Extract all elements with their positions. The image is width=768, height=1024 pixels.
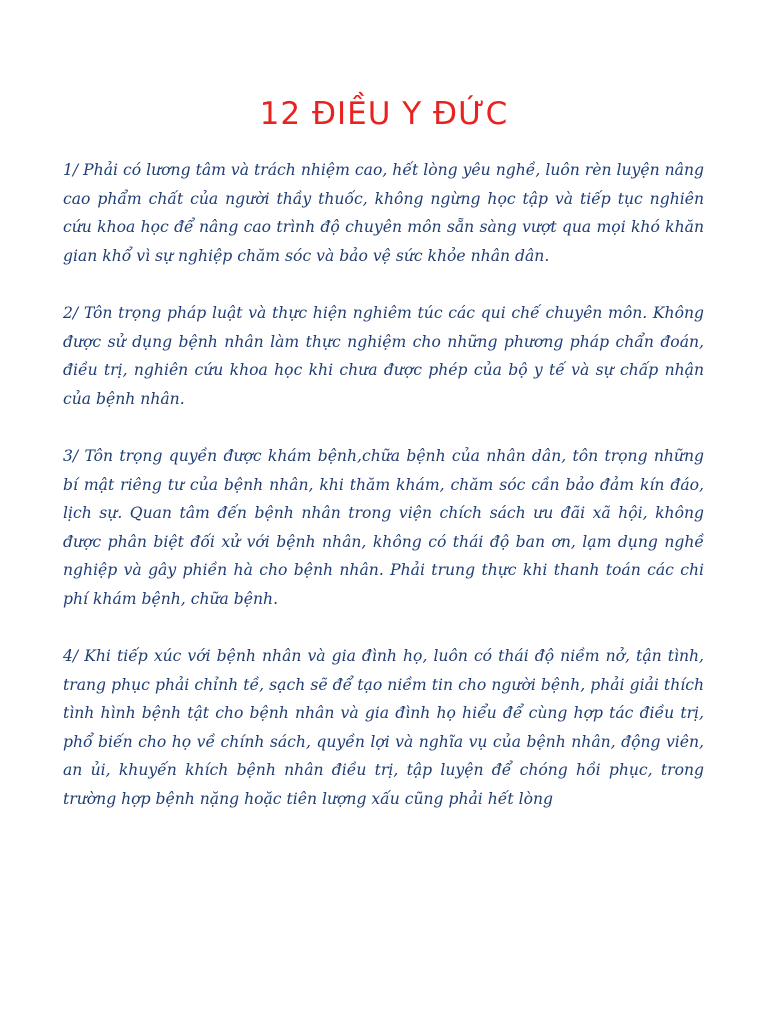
paragraph-1: 1/ Phải có lương tâm và trách nhiệm cao, hết lòng yêu nghề, luôn rèn luyện nâng cao phẩm chất của người thầy thuốc, không ngừng học tập và tiếp tục nghiên cứu khoa học để nâng cao trình độ chuyên môn sẵn sàng vượt qua mọi khó khăn gian khổ vì sự nghiệp chăm sóc và bảo vệ sức khỏe nhân dân. [63, 161, 704, 265]
paragraph-4: 4/ Khi tiếp xúc với bệnh nhân và gia đình họ, luôn có thái độ niềm nở, tận tình, trang phục phải chỉnh tề, sạch sẽ để tạo niềm tin cho người bệnh, phải giải thích tình hình bệnh tật cho bệnh nhân và gia đình họ hiểu để cùng hợp tác điều trị, phổ biến cho họ về chính sách, quyền lợi và nghĩa vụ của bệnh nhân, động viên, an ủi, khuyến khích bệnh nhân điều trị, tập luyện để chóng hồi phục, trong trường hợp bệnh nặng hoặc tiên lượng xấu cũng phải hết lòng [63, 647, 704, 809]
paragraph-3: 3/ Tôn trọng quyền được khám bệnh,chữa bệnh của nhân dân, tôn trọng những bí mật riêng tư của bệnh nhân, khi thăm khám, chăm sóc cần bảo đảm kín đáo, lịch sự. Quan tâm đến bệnh nhân trong viện chích sách ưu đãi xã hội, không được phân biệt đối xử với bệnh nhân, không có thái độ ban ơn, lạm dụng nghề nghiệp và gây phiền hà cho bệnh nhân. Phải trung thực khi thanh toán các chi phí khám bệnh, chữa bệnh. [63, 446, 704, 608]
page-title: 12 ĐIỀU Y ĐỨC [259, 96, 509, 132]
document-body [63, 156, 704, 842]
paragraph-2: 2/ Tôn trọng pháp luật và thực hiện nghiêm túc các qui chế chuyên môn. Không được sử dụng bệnh nhân làm thực nghiệm cho những phương pháp chẩn đoán, điều trị, nghiên cứu khoa học khi chưa được phép của bộ y tế và sự chấp nhận của bệnh nhân. [63, 303, 704, 408]
